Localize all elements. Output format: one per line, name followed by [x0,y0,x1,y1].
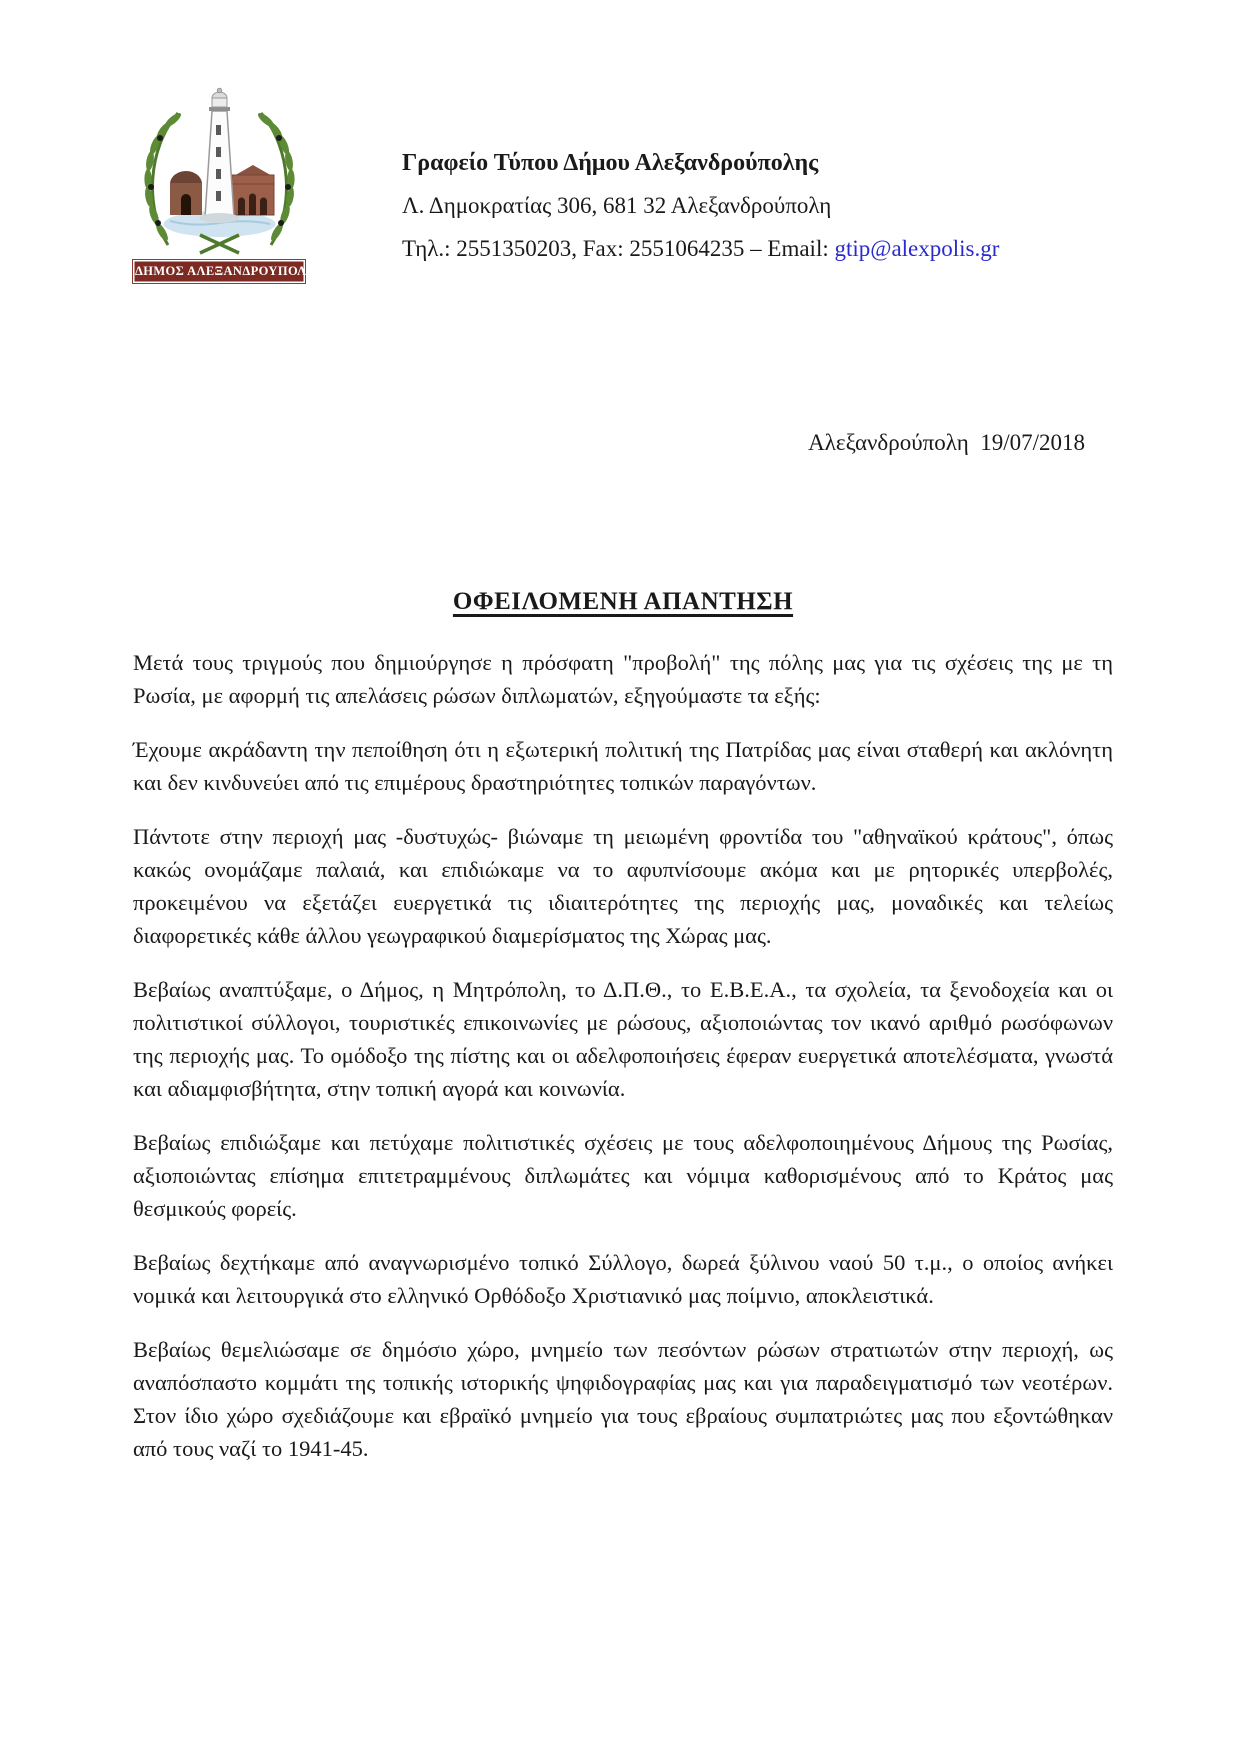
contact-prefix: Τηλ.: 2551350203, Fax: 2551064235 – Email: [402,236,835,261]
date-line: Αλεξανδρούπολη 19/07/2018 [808,430,1085,455]
letterhead [402,150,1042,262]
body-paragraph: Πάντοτε στην περιοχή μας -δυστυχώς- βιώναμε τη μειωμένη φροντίδα του "αθηναϊκού κράτους", όπως κακώς ονομάζαμε παλαιά, και επιδιώκαμε να το αφυπνίσουμε ακόμα και με ρητορικές υπερβολές, προκειμένου να εξετάζει ευεργετικά τις ιδιαιτερότητες της περιοχής μας, μοναδικές και τελείως διαφορετικές κάθε άλλου γεωγραφικού διαμερίσματος της Χώρας μας. [133,824,1113,948]
body-paragraph: Βεβαίως αναπτύξαμε, ο Δήμος, η Μητρόπολη, το Δ.Π.Θ., το Ε.Β.Ε.Α., τα σχολεία, τα ξενοδοχεία και οι πολιτιστικοί σύλλογοι, τουριστικές επικοινωνίες με ρώσους, αξιοποιώντας τον ικανό αριθμό ρωσόφωνων της περιοχής μας. Το ομόδοξο της πίστης και οι αδελφοποιήσεις έφεραν ευεργετικά αποτελέσματα, γνωστά και αδιαμφισβήτητα, στην τοπική αγορά και κοινωνία. [133,977,1113,1101]
letter-body [133,588,1113,1486]
email-link[interactable]: gtip@alexpolis.gr [834,236,1000,261]
body-paragraph: Έχουμε ακράδαντη την πεποίθηση ότι η εξωτερική πολιτική της Πατρίδας μας είναι σταθερή και ακλόνητη και δεν κινδυνεύει από τις επιμέρους δραστηριότητες τοπικών παραγόντων. [133,737,1113,795]
body-paragraph: Βεβαίως επιδιώξαμε και πετύχαμε πολιτιστικές σχέσεις με τους αδελφοποιημένους Δήμους της Ρωσίας, αξιοποιώντας επίσημα επιτετραμμένους διπλωμάτες και νόμιμα καθορισμένους από το Κράτος μας θεσμικούς φορείς. [133,1130,1113,1221]
body-paragraph: Βεβαίως δεχτήκαμε από αναγνωρισμένο τοπικό Σύλλογο, δωρεά ξύλινου ναού 50 τ.μ., ο οποίος ανήκει νομικά και λειτουργικά στο ελληνικό Ορθόδοξο Χριστιανικό μας ποίμνιο, αποκλειστικά. [133,1250,1113,1308]
dome-building [170,171,202,215]
lighthouse-emblem-icon [132,86,307,258]
office-address: Λ. Δημοκρατίας 306, 681 32 Αλεξανδρούπολη [402,193,832,218]
church-building [232,165,274,215]
body-paragraph: Βεβαίως θεμελιώσαμε σε δημόσιο χώρο, μνημείο των πεσόντων ρώσων στρατιωτών στην περιοχή, ως αναπόσπαστο κομμάτι της τοπικής ιστορικής ψηφιδογραφίας μας και για παραδειγματισμό των νεοτέρων. Στον ίδιο χώρο σχεδιάζουμε και εβραϊκό μνημείο για τους εβραίους συμπατριώτες μας που εξοντώθηκαν από τους ναζί το 1941-45. [133,1337,1113,1461]
body-paragraph: Μετά τους τριγμούς που δημιούργησε η πρόσφατη "προβολή" της πόλης μας για τις σχέσεις της με τη Ρωσία, με αφορμή τις απελάσεις ρώσων διπλωματών, εξηγούμαστε τα εξής: [133,650,1113,708]
logo-banner: ΔΗΜΟΣ ΑΛΕΞΑΝΔΡΟΥΠΟΛΗΣ [133,260,305,283]
lighthouse [199,88,239,223]
contact-line [402,236,1042,262]
municipality-logo [130,86,326,283]
office-name: Γραφείο Τύπου Δήμου Αλεξανδρούπολης [402,150,819,176]
letter-title: ΟΦΕΙΛΟΜΕΝΗ ΑΠΑΝΤΗΣΗ [452,588,794,615]
